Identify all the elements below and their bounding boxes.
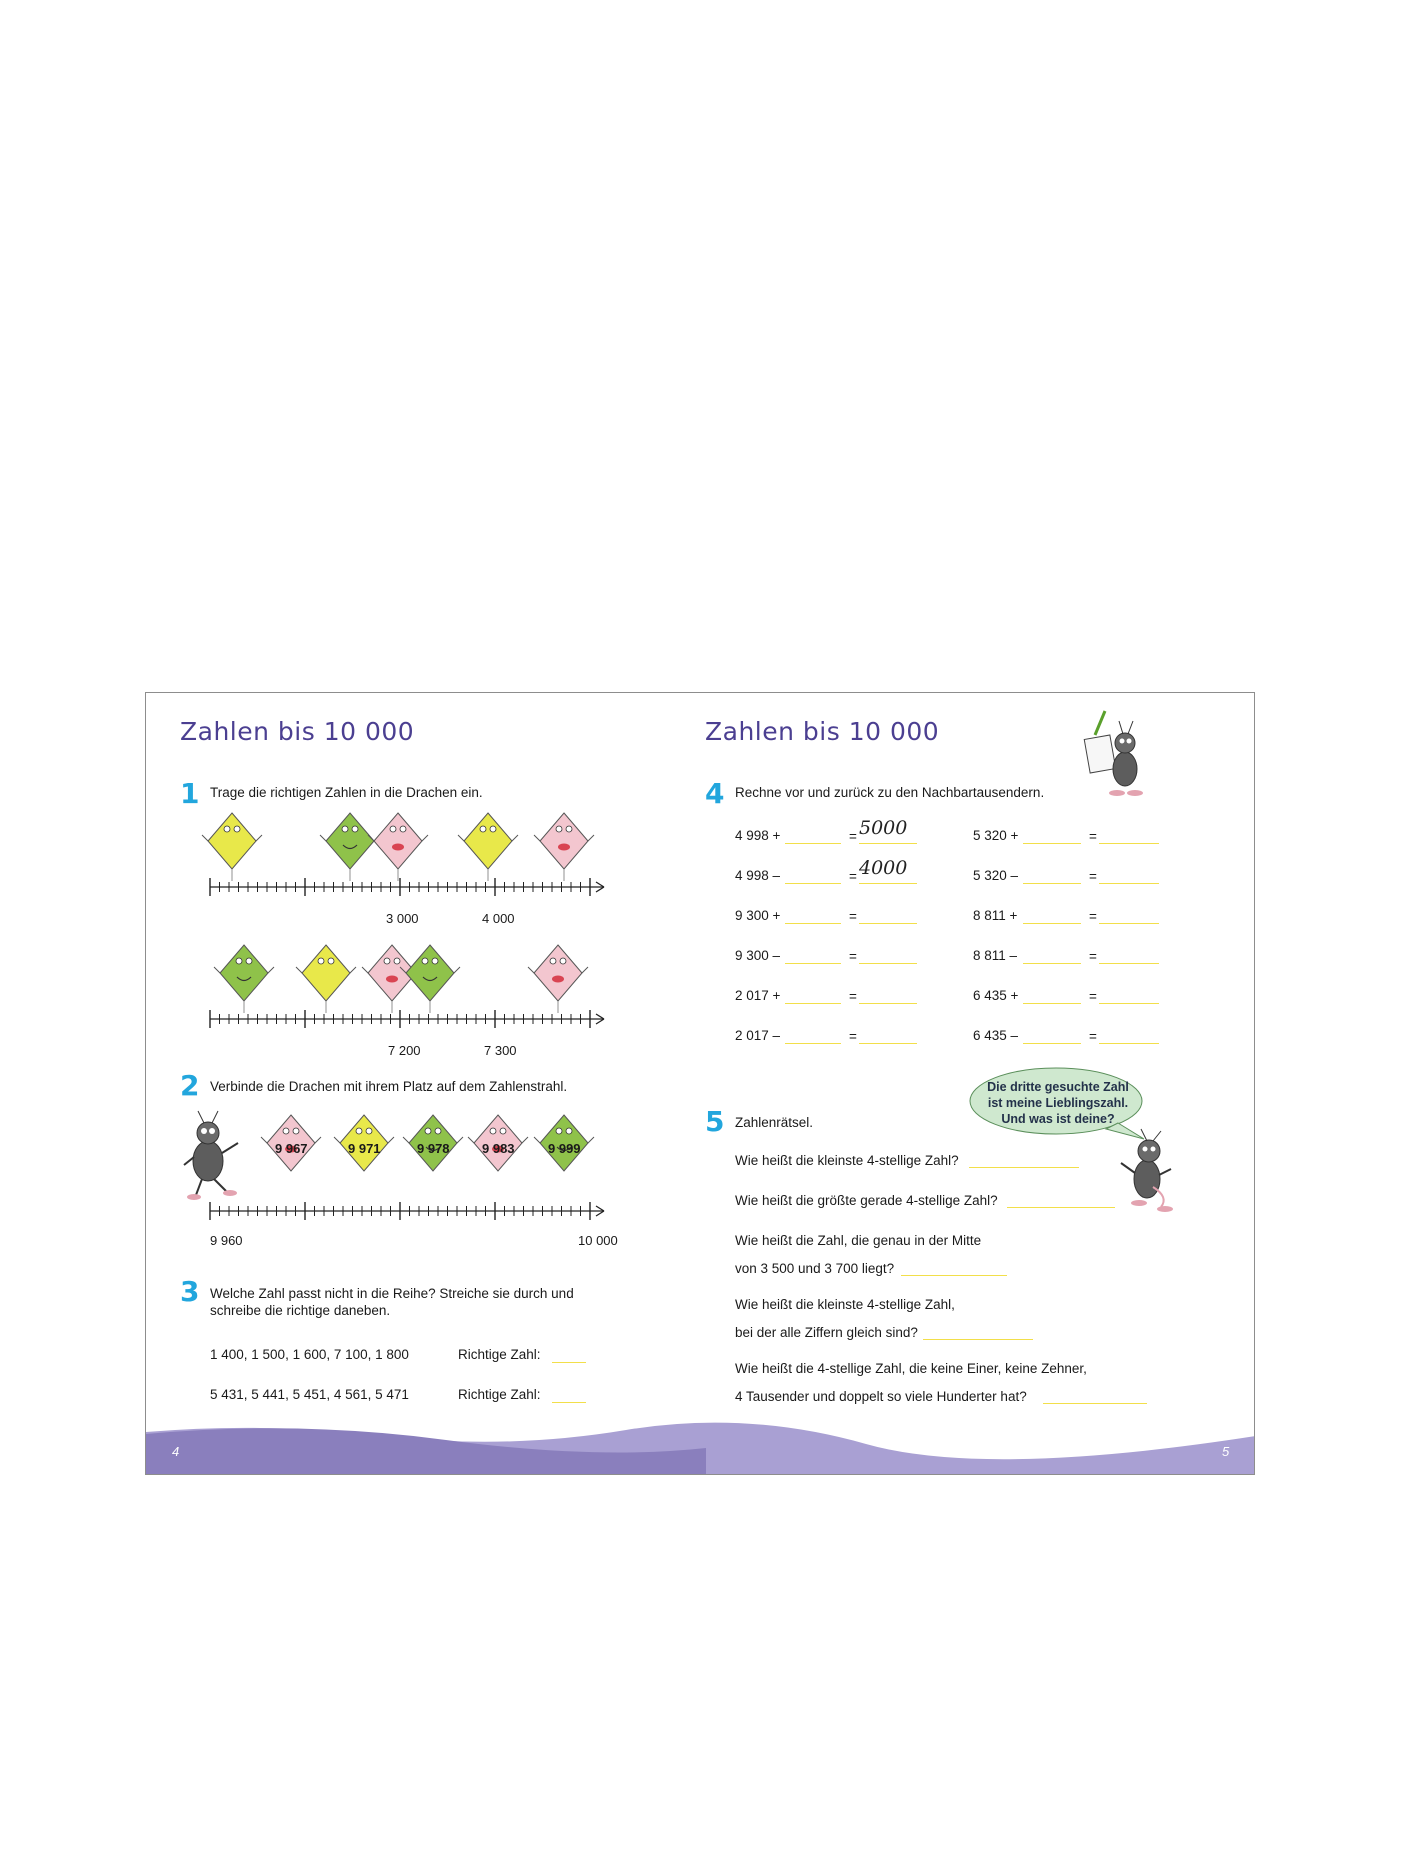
answer-blank[interactable] [1043,1403,1147,1404]
axis-label: 7 200 [388,1043,421,1058]
equals-sign: = [1089,989,1097,1004]
handwritten-answer: 4000 [859,857,908,879]
equals-sign: = [1089,829,1097,844]
calc-expression: 5 320 + [973,828,1019,843]
handwritten-answer: 5000 [859,817,908,839]
calc-expression: 4 998 + [735,828,781,843]
kite-value: 9 983 [482,1141,515,1156]
task-number: 5 [705,1105,725,1138]
answer-blank[interactable] [859,923,917,924]
answer-blank[interactable] [552,1402,586,1403]
kite-value: 9 967 [275,1141,308,1156]
answer-blank[interactable] [785,923,841,924]
answer-blank[interactable] [1099,843,1159,844]
kite-character-icon [214,945,274,1001]
kite-number-lines [146,803,701,1063]
answer-blank[interactable] [1099,963,1159,964]
equals-sign: = [1089,909,1097,924]
number-sequence: 1 400, 1 500, 1 600, 7 100, 1 800 [210,1347,409,1362]
answer-blank[interactable] [859,843,917,844]
calc-expression: 6 435 – [973,1028,1019,1043]
answer-blank[interactable] [1023,923,1081,924]
task-number: 3 [180,1275,200,1308]
answer-blank[interactable] [1023,1043,1081,1044]
answer-blank[interactable] [969,1167,1079,1168]
ant-mascot-icon [1081,707,1151,807]
equals-sign: = [849,869,857,884]
riddle-question: Wie heißt die Zahl, die genau in der Mitte [735,1233,982,1248]
kite-value: 9 999 [548,1141,581,1156]
footer-wave [146,1422,1255,1474]
equals-sign: = [1089,949,1097,964]
answer-blank[interactable] [901,1275,1007,1276]
kite-character-icon [528,945,588,1001]
task-number: 1 [180,777,200,810]
task-number: 2 [180,1069,200,1102]
calc-expression: 9 300 – [735,948,781,963]
bubble-line: Die dritte gesuchte Zahl [987,1080,1129,1094]
answer-blank[interactable] [1023,843,1081,844]
answer-blank[interactable] [1099,923,1159,924]
bubble-line: ist meine Lieblingszahl. [987,1096,1129,1110]
calc-expression: 9 300 + [735,908,781,923]
calc-expression: 6 435 + [973,988,1019,1003]
speech-bubble-text [972,1079,1144,1127]
calc-expression: 8 811 – [973,948,1018,963]
answer-blank[interactable] [923,1339,1033,1340]
page-title: Zahlen bis 10 000 [705,717,940,746]
equals-sign: = [849,989,857,1004]
riddle-question: Wie heißt die größte gerade 4-stellige Zahl? [735,1193,998,1208]
answer-blank[interactable] [1099,1043,1159,1044]
kite-value: 9 978 [417,1141,450,1156]
riddle-question: Wie heißt die 4-stellige Zahl, die keine Einer, keine Zehner, [735,1361,1087,1376]
answer-blank[interactable] [785,843,841,844]
answer-blank[interactable] [1007,1207,1115,1208]
answer-blank[interactable] [1023,1003,1081,1004]
equals-sign: = [1089,1029,1097,1044]
page-number: 5 [1222,1444,1230,1459]
answer-blank[interactable] [1023,883,1081,884]
calc-expression: 8 811 + [973,908,1018,923]
number-line-1 [210,878,604,896]
number-line-2 [210,1010,604,1028]
bubble-line: Und was ist deine? [1001,1112,1115,1126]
answer-label: Richtige Zahl: [458,1387,541,1402]
riddle-question: Wie heißt die kleinste 4-stellige Zahl? [735,1153,959,1168]
task-instruction: Zahlenrätsel. [735,1115,814,1130]
answer-blank[interactable] [1099,883,1159,884]
equals-sign: = [849,829,857,844]
calc-expression: 2 017 – [735,1028,781,1043]
axis-label: 4 000 [482,911,515,926]
riddle-question: 4 Tausender und doppelt so viele Hunderter hat? [735,1389,1027,1404]
answer-blank[interactable] [1099,1003,1159,1004]
left-page [146,693,701,1475]
kite-character-icon [202,813,262,869]
equals-sign: = [849,909,857,924]
equals-sign: = [1089,869,1097,884]
axis-start-label: 9 960 [210,1233,243,1248]
kite-character-icon [368,813,428,869]
answer-blank[interactable] [859,1003,917,1004]
kite-character-icon [296,945,356,1001]
axis-label: 7 300 [484,1043,517,1058]
task-number: 4 [705,777,725,810]
axis-label: 3 000 [386,911,419,926]
calc-expression: 2 017 + [735,988,781,1003]
calc-expression: 5 320 – [973,868,1019,883]
axis-end-label: 10 000 [578,1233,618,1248]
answer-blank[interactable] [859,963,917,964]
riddle-question: von 3 500 und 3 700 liegt? [735,1261,895,1276]
answer-label: Richtige Zahl: [458,1347,541,1362]
task-instruction: Welche Zahl passt nicht in die Reihe? Streiche sie durch und schreibe die richtige daneben. [210,1286,574,1318]
answer-blank[interactable] [785,1043,841,1044]
riddle-question: Wie heißt die kleinste 4-stellige Zahl, [735,1297,955,1312]
answer-blank[interactable] [859,1043,917,1044]
answer-blank[interactable] [785,883,841,884]
ant-mascot-icon [184,1111,238,1200]
equals-sign: = [849,949,857,964]
number-sequence: 5 431, 5 441, 5 451, 4 561, 5 471 [210,1387,409,1402]
kite-matching-area [146,1103,701,1223]
speech-bubble [972,1069,1144,1133]
answer-blank[interactable] [552,1362,586,1363]
kite-character-icon [458,813,518,869]
answer-blank[interactable] [785,963,841,964]
kite-value: 9 971 [348,1141,381,1156]
equals-sign: = [849,1029,857,1044]
kite-character-icon [534,813,594,869]
riddle-question: bei der alle Ziffern gleich sind? [735,1325,918,1340]
number-line-3 [210,1202,604,1220]
calc-expression: 4 998 – [735,868,781,883]
page-title: Zahlen bis 10 000 [180,717,415,746]
task-instruction: Verbinde die Drachen mit ihrem Platz auf dem Zahlenstrahl. [210,1079,568,1094]
answer-blank[interactable] [1023,963,1081,964]
kite-character-icon [320,813,380,869]
task-instruction: Rechne vor und zurück zu den Nachbartausendern. [735,785,1045,800]
answer-blank[interactable] [859,883,917,884]
kite-character-icon [400,945,460,1001]
workbook-spread [145,692,1255,1475]
answer-blank[interactable] [785,1003,841,1004]
page-number: 4 [172,1444,180,1459]
task-instruction: Trage die richtigen Zahlen in die Drachen ein. [210,785,483,800]
